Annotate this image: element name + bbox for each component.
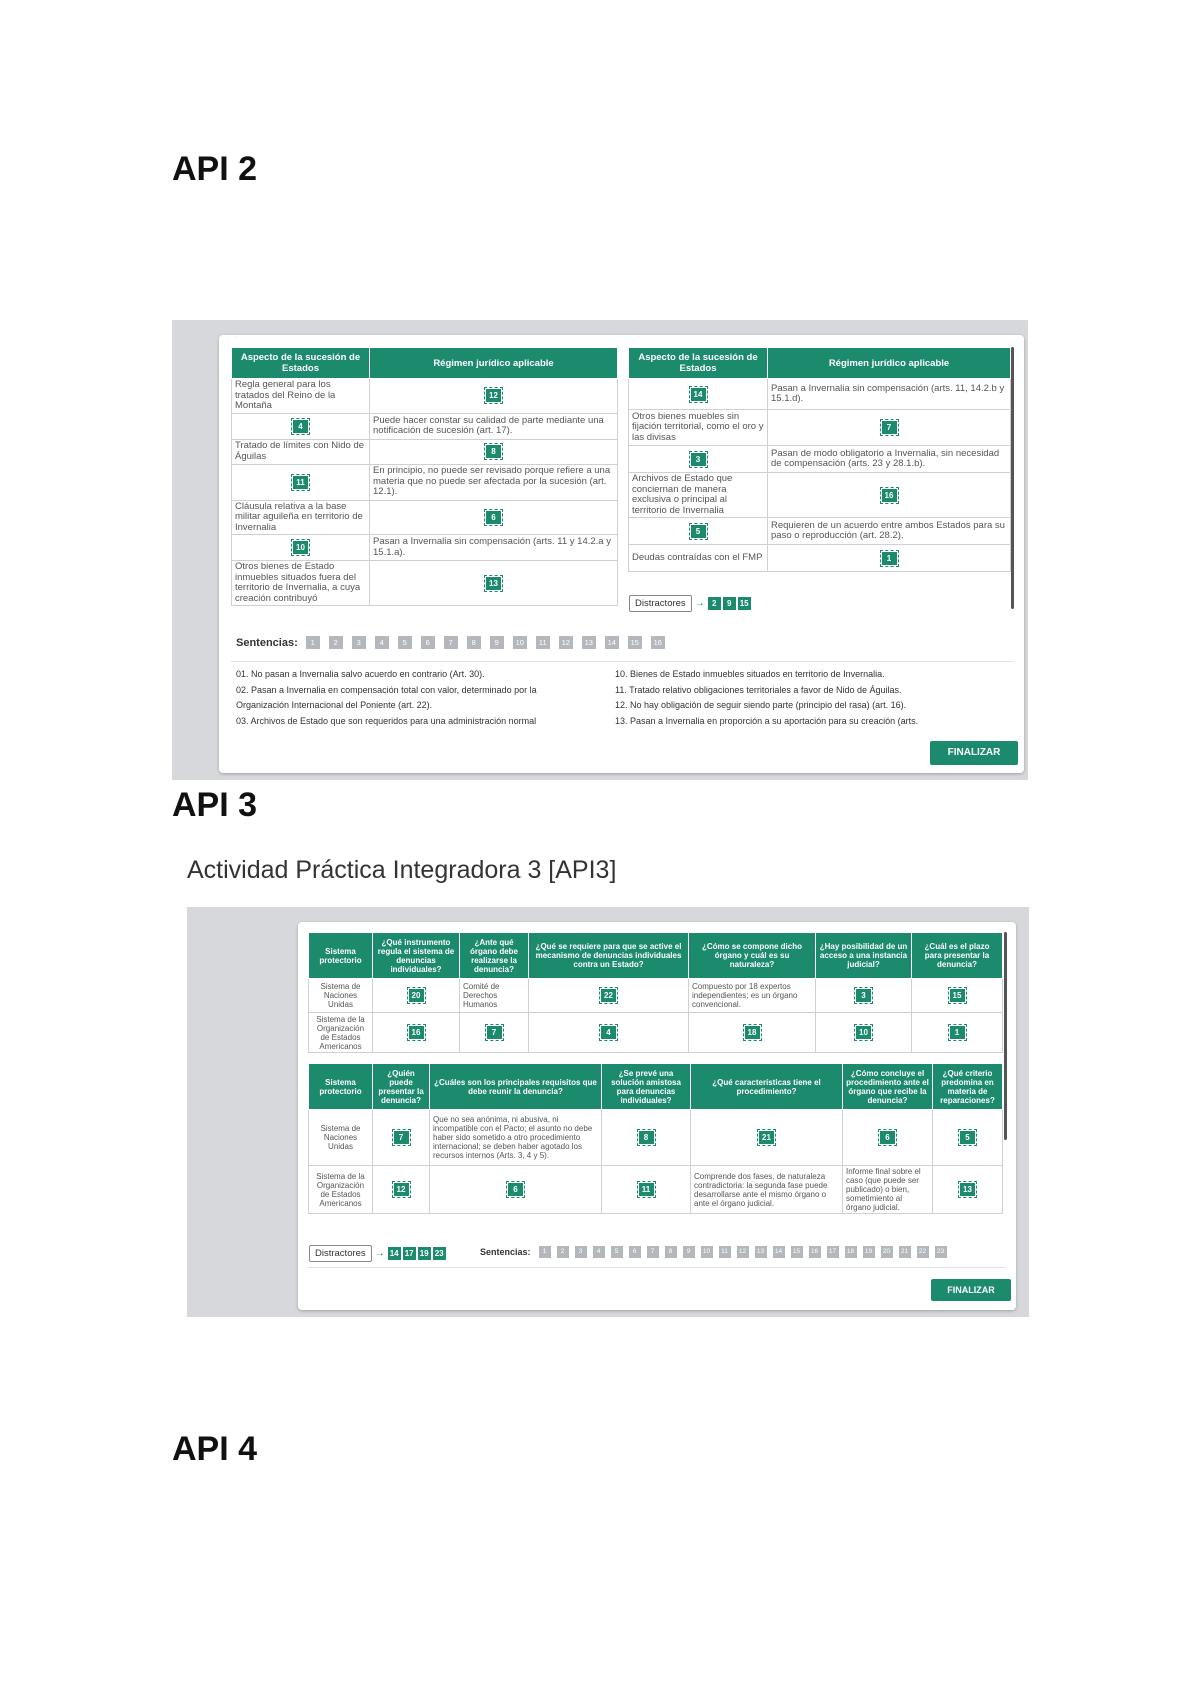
column-header: ¿Qué características tiene el procedimiento? [691, 1064, 843, 1110]
api2-sentences-right [615, 667, 1010, 729]
answer-drop-slot[interactable]: 8 [639, 1131, 654, 1144]
sentence-text: 02. Pasan a Invernalia en compensación total con valor, determinado por la [236, 684, 537, 695]
sentence-chip[interactable]: 11 [536, 636, 550, 649]
answer-drop-slot[interactable]: 22 [601, 989, 616, 1002]
heading-api3: API 3 [172, 786, 258, 824]
table-row [232, 379, 618, 414]
answer-drop-slot[interactable]: 15 [950, 989, 965, 1002]
api3-subtitle: Actividad Práctica Integradora 3 [API3] [187, 856, 617, 884]
table-cell [629, 379, 768, 410]
table-cell [933, 1166, 1003, 1214]
system-name-cell: Sistema de la Organización de Estados Americanos [309, 1013, 373, 1053]
table-cell [370, 379, 618, 414]
column-header: Aspecto de la sucesión de Estados [232, 348, 370, 379]
table-cell: Deudas contraídas con el FMP [629, 545, 768, 572]
table-cell [629, 446, 768, 473]
column-header: ¿Quién puede presentar la denuncia? [373, 1064, 430, 1110]
answer-drop-slot[interactable]: 3 [691, 453, 706, 466]
table-cell [373, 979, 460, 1013]
table-cell: Comité de Derechos Humanos [460, 979, 529, 1013]
sentence-chip[interactable]: 13 [582, 636, 596, 649]
sentence-chip[interactable]: 20 [881, 1246, 893, 1258]
distractor-chip[interactable]: 15 [738, 597, 751, 610]
sentence-chip[interactable]: 11 [719, 1246, 731, 1258]
answer-drop-slot[interactable]: 20 [409, 989, 424, 1002]
sentence-chip[interactable]: 12 [559, 636, 573, 649]
table-cell: Pasan a Invernalia sin compensación (arts. 11, 14.2.b y 15.1.d). [768, 379, 1011, 410]
sentence-text: 12. No hay obligación de seguir siendo parte (principio del rasa) (art. 16). [615, 700, 907, 710]
api2-sentences-left [236, 667, 601, 729]
answer-drop-slot[interactable]: 6 [486, 511, 501, 524]
sentence-chip[interactable]: 1 [539, 1246, 551, 1258]
table-cell [843, 1110, 933, 1166]
answer-drop-slot[interactable]: 7 [882, 421, 897, 434]
sentence-chip[interactable]: 4 [375, 636, 389, 649]
table-row [629, 379, 1011, 410]
table-cell [370, 439, 618, 464]
answer-drop-slot[interactable]: 11 [639, 1183, 654, 1196]
distractor-chip[interactable]: 23 [433, 1247, 446, 1260]
finalizar-button[interactable]: FINALIZAR [930, 741, 1018, 765]
sentence-chip[interactable]: 6 [629, 1246, 641, 1258]
table-cell [370, 500, 618, 535]
answer-drop-slot[interactable]: 8 [486, 445, 501, 458]
table-row [309, 979, 1003, 1013]
table-cell [529, 979, 689, 1013]
table-cell [232, 535, 370, 561]
table-row [309, 1013, 1003, 1053]
table-row [232, 439, 618, 464]
sentence-chip[interactable]: 15 [628, 636, 642, 649]
divider [308, 1267, 1006, 1268]
arrow-right-icon: → [694, 598, 705, 609]
table-cell [629, 518, 768, 545]
table-cell [768, 410, 1011, 446]
answer-drop-slot[interactable]: 16 [882, 489, 897, 502]
table-cell: Otros bienes muebles sin fijación territorial, como el oro y las divisas [629, 410, 768, 446]
sentence-text: Organización Internacional del Poniente (art. 22). [236, 700, 433, 710]
sentence-text: 11. Tratado relativo obligaciones territoriales a favor de Nido de Águilas. [615, 684, 902, 695]
answer-drop-slot[interactable]: 10 [856, 1026, 871, 1039]
api2-right-table [628, 347, 1011, 572]
table-cell: Archivos de Estado que conciernan de manera exclusiva o principal al territorio de Invernalia [629, 473, 768, 518]
distractor-chip[interactable]: 14 [388, 1247, 401, 1260]
table-cell [373, 1166, 430, 1214]
sentence-chip[interactable]: 19 [863, 1246, 875, 1258]
answer-drop-slot[interactable]: 14 [691, 388, 706, 401]
table-cell [373, 1110, 430, 1166]
answer-drop-slot[interactable]: 7 [487, 1026, 502, 1039]
sentence-text: 10. Bienes de Estado inmuebles situados en territorio de Invernalia. [615, 669, 885, 679]
table-cell: Informe final sobre el caso (que puede ser publicado) o bien, sometimiento al órgano judicial. [843, 1166, 933, 1214]
sentence-chip[interactable]: 3 [352, 636, 366, 649]
column-header: Sistema protectorio [309, 1064, 373, 1110]
table-cell [232, 464, 370, 500]
scrollbar[interactable] [1011, 347, 1014, 609]
sentence-chip[interactable]: 14 [773, 1246, 785, 1258]
table-cell [816, 979, 912, 1013]
column-header: ¿Cómo se compone dicho órgano y cuál es su naturaleza? [689, 933, 816, 979]
sentence-chip[interactable]: 23 [935, 1246, 947, 1258]
sentence-chip[interactable]: 3 [575, 1246, 587, 1258]
divider [231, 661, 1014, 662]
sentence-chip[interactable]: 7 [647, 1246, 659, 1258]
answer-drop-slot[interactable]: 6 [880, 1131, 895, 1144]
distractor-chip[interactable]: 19 [418, 1247, 431, 1260]
distractor-chip[interactable]: 2 [708, 597, 721, 610]
sentence-chip[interactable]: 9 [490, 636, 504, 649]
sentence-chip[interactable]: 10 [701, 1246, 713, 1258]
answer-drop-slot[interactable]: 5 [960, 1131, 975, 1144]
table-row [629, 545, 1011, 572]
distractores-label: Distractores [629, 595, 692, 612]
system-name-cell: Sistema de la Organización de Estados Americanos [309, 1166, 373, 1214]
sentencias-label: Sentencias: [480, 1247, 531, 1257]
table-cell [373, 1013, 460, 1053]
table-row [232, 464, 618, 500]
answer-drop-slot[interactable]: 11 [293, 476, 308, 489]
sentence-chip[interactable]: 10 [513, 636, 527, 649]
api2-sentencias-row [236, 636, 674, 649]
answer-drop-slot[interactable]: 16 [409, 1026, 424, 1039]
table-cell [816, 1013, 912, 1053]
table-row [629, 518, 1011, 545]
answer-drop-slot[interactable]: 12 [486, 389, 501, 402]
table-cell [691, 1110, 843, 1166]
answer-drop-slot[interactable]: 10 [293, 541, 308, 554]
heading-api4: API 4 [172, 1430, 258, 1468]
table-cell [602, 1166, 691, 1214]
table-cell [933, 1110, 1003, 1166]
column-header: ¿Qué se requiere para que se active el mecanismo de denuncias individuales contra un Estado? [529, 933, 689, 979]
sentence-chip[interactable]: 5 [611, 1246, 623, 1258]
api2-distractores-row [629, 595, 753, 612]
table-row [629, 446, 1011, 473]
table-cell: Que no sea anónima, ni abusiva, ni incompatible con el Pacto; el asunto no debe haber sido sometido a otro procedimiento internacional; se deben haber agotado los recursos internos (Arts. 3, 4 y 5). [430, 1110, 602, 1166]
sentence-chip[interactable]: 5 [398, 636, 412, 649]
table-cell [232, 413, 370, 439]
table-cell [370, 561, 618, 606]
table-row [232, 413, 618, 439]
sentence-chip[interactable]: 7 [444, 636, 458, 649]
api3-top-table [308, 932, 1003, 1053]
system-name-cell: Sistema de Naciones Unidas [309, 1110, 373, 1166]
sentence-chip[interactable]: 22 [917, 1246, 929, 1258]
api2-left-table [231, 347, 618, 606]
table-cell [460, 1013, 529, 1053]
sentence-chip[interactable]: 13 [755, 1246, 767, 1258]
answer-drop-slot[interactable]: 12 [394, 1183, 409, 1196]
answer-drop-slot[interactable]: 7 [394, 1131, 409, 1144]
answer-drop-slot[interactable]: 4 [601, 1026, 616, 1039]
sentence-text: 03. Archivos de Estado que son requeridos para una administración normal [236, 715, 537, 726]
table-cell [912, 1013, 1003, 1053]
table-cell: Otros bienes de Estado inmuebles situados fuera del territorio de Invernalia, a cuya creación contribuyó [232, 561, 370, 606]
sentence-chip[interactable]: 2 [329, 636, 343, 649]
distractores-label: Distractores [309, 1245, 372, 1262]
column-header: ¿Ante qué órgano debe realizarse la denuncia? [460, 933, 529, 979]
api3-distractores-row [309, 1245, 448, 1262]
table-row [629, 410, 1011, 446]
system-name-cell: Sistema de Naciones Unidas [309, 979, 373, 1013]
arrow-right-icon: → [374, 1248, 385, 1259]
column-header: ¿Qué instrumento regula el sistema de denuncias individuales? [373, 933, 460, 979]
answer-drop-slot[interactable]: 6 [508, 1183, 523, 1196]
sentence-text: 01. No pasan a Invernalia salvo acuerdo en contrario (Art. 30). [236, 669, 485, 679]
answer-drop-slot[interactable]: 1 [882, 552, 897, 565]
column-header: ¿Cuál es el plazo para presentar la denuncia? [912, 933, 1003, 979]
column-header: Régimen jurídico aplicable [768, 348, 1011, 379]
column-header: Régimen jurídico aplicable [370, 348, 618, 379]
column-header: ¿Qué criterio predomina en materia de reparaciones? [933, 1064, 1003, 1110]
table-cell: Puede hacer constar su calidad de parte mediante una notificación de sucesión (art. 17). [370, 413, 618, 439]
table-cell [768, 473, 1011, 518]
scrollbar[interactable] [1004, 932, 1007, 1140]
sentence-chip[interactable]: 16 [809, 1246, 821, 1258]
answer-drop-slot[interactable]: 13 [960, 1183, 975, 1196]
sentence-chip[interactable]: 2 [557, 1246, 569, 1258]
table-cell: Requieren de un acuerdo entre ambos Estados para su paso o reproducción (art. 28.2). [768, 518, 1011, 545]
table-cell [912, 979, 1003, 1013]
distractor-chip[interactable]: 17 [403, 1247, 416, 1260]
table-row [309, 1110, 1003, 1166]
table-cell: Regla general para los tratados del Reino de la Montaña [232, 379, 370, 414]
sentence-chip[interactable]: 18 [845, 1246, 857, 1258]
answer-drop-slot[interactable]: 1 [950, 1026, 965, 1039]
column-header: ¿Se prevé una solución amistosa para denuncias individuales? [602, 1064, 691, 1110]
table-cell [602, 1110, 691, 1166]
finalizar-button[interactable]: FINALIZAR [931, 1279, 1011, 1301]
table-cell: En principio, no puede ser revisado porque refiere a una materia que no puede ser afectada por la sucesión (art. 12.1). [370, 464, 618, 500]
sentence-chip[interactable]: 9 [683, 1246, 695, 1258]
sentence-chip[interactable]: 4 [593, 1246, 605, 1258]
sentence-chip[interactable]: 15 [791, 1246, 803, 1258]
column-header: Sistema protectorio [309, 933, 373, 979]
api3-sentencias-row [480, 1246, 953, 1258]
table-row [629, 473, 1011, 518]
answer-drop-slot[interactable]: 3 [856, 989, 871, 1002]
column-header: Aspecto de la sucesión de Estados [629, 348, 768, 379]
column-header: ¿Cómo concluye el procedimiento ante el órgano que recibe la denuncia? [843, 1064, 933, 1110]
sentence-chip[interactable]: 16 [651, 636, 665, 649]
distractor-chip[interactable]: 9 [723, 597, 736, 610]
sentence-chip[interactable]: 8 [665, 1246, 677, 1258]
answer-drop-slot[interactable]: 5 [691, 525, 706, 538]
table-cell: Compuesto por 18 expertos independientes; es un órgano convencional. [689, 979, 816, 1013]
sentence-chip[interactable]: 1 [306, 636, 320, 649]
column-header: ¿Hay posibilidad de un acceso a una instancia judicial? [816, 933, 912, 979]
sentence-chip[interactable]: 6 [421, 636, 435, 649]
table-cell: Pasan de modo obligatorio a Invernalia, sin necesidad de compensación (arts. 23 y 28.1.b). [768, 446, 1011, 473]
answer-drop-slot[interactable]: 4 [293, 420, 308, 433]
table-cell: Cláusula relativa a la base militar aguileña en territorio de Invernalia [232, 500, 370, 535]
table-row [309, 1166, 1003, 1214]
column-header: ¿Cuáles son los principales requisitos que debe reunir la denuncia? [430, 1064, 602, 1110]
table-cell: Pasan a Invernalia sin compensación (arts. 11 y 14.2.a y 15.1.a). [370, 535, 618, 561]
answer-drop-slot[interactable]: 18 [745, 1026, 760, 1039]
answer-drop-slot[interactable]: 21 [759, 1131, 774, 1144]
api3-bottom-table [308, 1063, 1003, 1214]
heading-api2: API 2 [172, 150, 258, 188]
table-row [232, 561, 618, 606]
table-cell [689, 1013, 816, 1053]
answer-drop-slot[interactable]: 13 [486, 577, 501, 590]
sentence-chip[interactable]: 14 [605, 636, 619, 649]
table-row [232, 535, 618, 561]
table-cell [529, 1013, 689, 1053]
sentence-chip[interactable]: 21 [899, 1246, 911, 1258]
sentence-chip[interactable]: 12 [737, 1246, 749, 1258]
api3-activity-card [298, 922, 1016, 1310]
sentencias-label: Sentencias: [236, 636, 298, 649]
table-cell [768, 545, 1011, 572]
api2-activity-card [219, 335, 1024, 773]
table-cell [430, 1166, 602, 1214]
sentence-chip[interactable]: 8 [467, 636, 481, 649]
table-cell: Tratado de límites con Nido de Águilas [232, 439, 370, 464]
sentence-text: 13. Pasan a Invernalia en proporción a su aportación para su creación (arts. [615, 715, 919, 726]
table-cell: Comprende dos fases, de naturaleza contradictoria: la segunda fase puede desarrollarse ante el mismo órgano o ante el órgano judicial. [691, 1166, 843, 1214]
table-row [232, 500, 618, 535]
sentence-chip[interactable]: 17 [827, 1246, 839, 1258]
